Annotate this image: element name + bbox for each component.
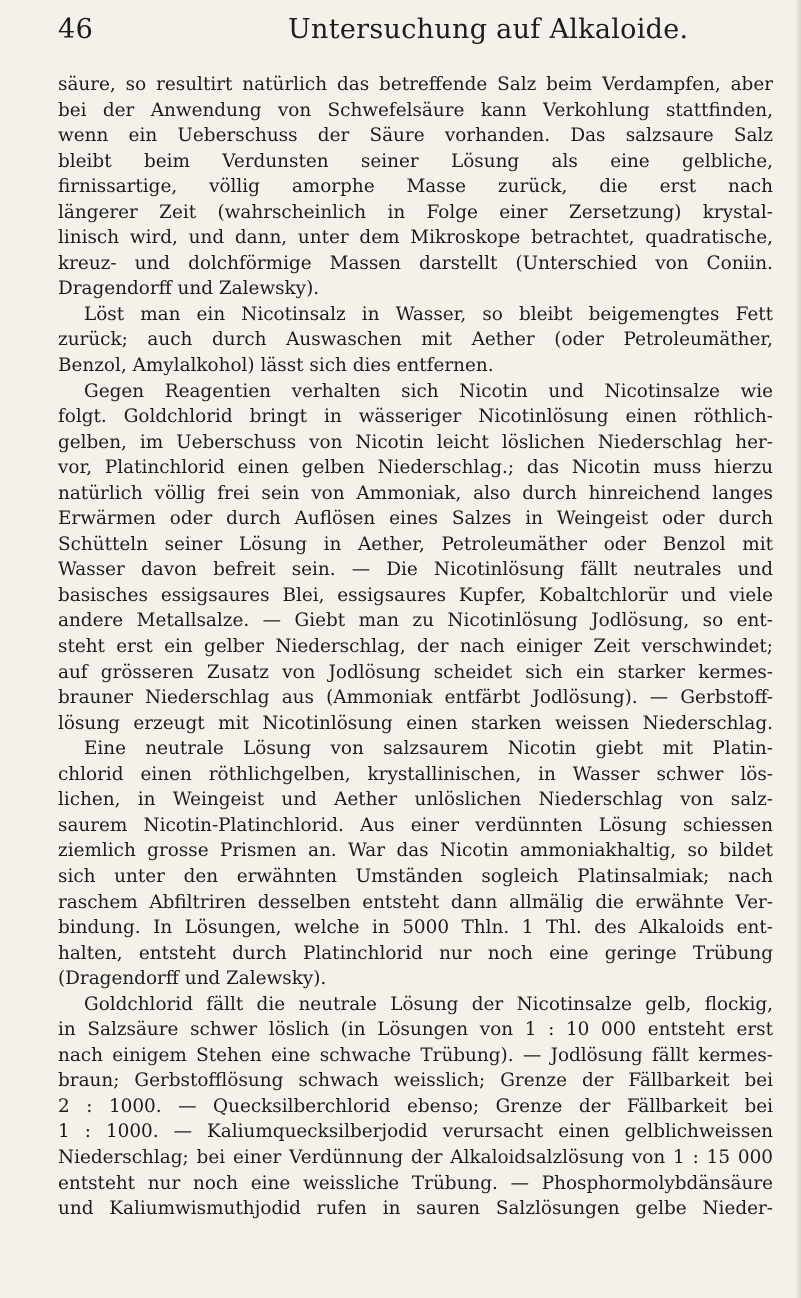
text-line: raschem Abfiltriren desselben entsteht dann allmälig die erwähnte Ver- [58,891,773,913]
text-line: chlorid einen röthlichgelben, krystallinischen, in Wasser schwer lös- [58,763,773,785]
text-line: linisch wird, und dann, unter dem Mikroskope betrachtet, quadratische, [58,227,773,249]
text-line: entsteht nur noch eine weissliche Trübung. — Phosphormolybdänsäure [58,1172,773,1194]
text-line: 2 : 1000. — Quecksilberchlorid ebenso; Grenze der Fällbarkeit bei [58,1095,773,1117]
text-line: Wasser davon befreit sein. — Die Nicotinlösung fällt neutrales und [58,559,773,581]
text-line: steht erst ein gelber Niederschlag, der nach einiger Zeit verschwindet; [58,636,773,658]
text-line: andere Metallsalze. — Giebt man zu Nicotinlösung Jodlösung, so ent- [58,610,773,632]
text-line: natürlich völlig frei sein von Ammoniak, also durch hinreichend langes [58,482,773,504]
text-line: (Dragendorff und Zalewsky). [58,968,327,990]
text-line: saurem Nicotin-Platinchlorid. Aus einer verdünnten Lösung schiessen [58,814,773,836]
text-line: lichen, in Weingeist und Aether unlöslichen Niederschlag von salz- [58,789,773,811]
text-line: längerer Zeit (wahrscheinlich in Folge einer Zersetzung) krystal- [58,201,773,223]
text-line: säure, so resultirt natürlich das betreffende Salz beim Verdampfen, aber [58,74,773,95]
text-line: brauner Niederschlag aus (Ammoniak entfärbt Jodlösung). — Gerbstoff- [58,687,773,709]
text-line: lösung erzeugt mit Nicotinlösung einen starken weissen Niederschlag. [58,712,773,734]
page-number: 46 [58,14,94,45]
page-header [58,14,778,54]
text-line: Löst man ein Nicotinsalz in Wasser, so bleibt beigemengtes Fett [84,303,773,325]
text-line: in Salzsäure schwer löslich (in Lösungen von 1 : 10 000 entsteht erst [58,1019,773,1041]
text-line: Niederschlag; bei einer Verdünnung der Alkaloidsalzlösung von 1 : 15 000 [58,1146,773,1168]
text-line: Erwärmen oder durch Auflösen eines Salzes in Weingeist oder durch [58,508,773,530]
text-line: halten, entsteht durch Platinchlorid nur noch eine geringe Trübung [58,942,773,964]
text-line: und Kaliumwismuthjodid rufen in sauren Salzlösungen gelbe Nieder- [58,1198,773,1220]
text-line: bei der Anwendung von Schwefelsäure kann Verkohlung stattfinden, [58,99,773,121]
page-edge-shadow [795,0,801,1298]
text-line: Schütteln seiner Lösung in Aether, Petroleumäther oder Benzol mit [58,533,773,555]
text-line: bleibt beim Verdunsten seiner Lösung als eine gelbliche, [58,150,773,172]
text-line: vor, Platinchlorid einen gelben Niederschlag.; das Nicotin muss hierzu [58,457,773,479]
running-title: Untersuchung auf Alkaloide. [288,14,689,45]
text-line: auf grösseren Zusatz von Jodlösung scheidet sich ein starker kermes- [58,661,773,683]
text-line: wenn ein Ueberschuss der Säure vorhanden. Das salzsaure Salz [58,125,773,147]
text-line: 1 : 1000. — Kaliumquecksilberjodid verursacht einen gelblichweissen [58,1121,773,1143]
text-line: sich unter den erwähnten Umständen sogleich Platinsalmiak; nach [58,865,773,887]
body-text [58,72,773,1222]
text-line: ziemlich grosse Prismen an. War das Nicotin ammoniakhaltig, so bildet [58,840,773,862]
text-line: folgt. Goldchlorid bringt in wässeriger Nicotinlösung einen röthlich- [58,406,773,428]
text-line: bindung. In Lösungen, welche in 5000 Thln. 1 Thl. des Alkaloids ent- [58,917,773,939]
text-line: nach einigem Stehen eine schwache Trübung). — Jodlösung fällt kermes- [58,1044,773,1066]
text-line: Eine neutrale Lösung von salzsaurem Nicotin giebt mit Platin- [84,738,773,760]
text-line: firnissartige, völlig amorphe Masse zurück, die erst nach [58,176,773,198]
text-line: Goldchlorid fällt die neutrale Lösung der Nicotinsalze gelb, flockig, [84,993,773,1015]
text-line: braun; Gerbstofflösung schwach weisslich; Grenze der Fällbarkeit bei [58,1070,773,1092]
text-line: Dragendorff und Zalewsky). [58,278,320,300]
text-line: kreuz- und dolchförmige Massen darstellt (Unterschied von Coniin. [58,252,773,274]
text-line: Gegen Reagentien verhalten sich Nicotin und Nicotinsalze wie [84,380,773,402]
text-line: Benzol, Amylalkohol) lässt sich dies entfernen. [58,355,494,377]
text-line: zurück; auch durch Auswaschen mit Aether (oder Petroleumäther, [58,329,773,351]
text-line: basisches essigsaures Blei, essigsaures Kupfer, Kobaltchlorür und viele [58,584,773,606]
text-line: gelben, im Ueberschuss von Nicotin leicht löslichen Niederschlag her- [58,431,773,453]
